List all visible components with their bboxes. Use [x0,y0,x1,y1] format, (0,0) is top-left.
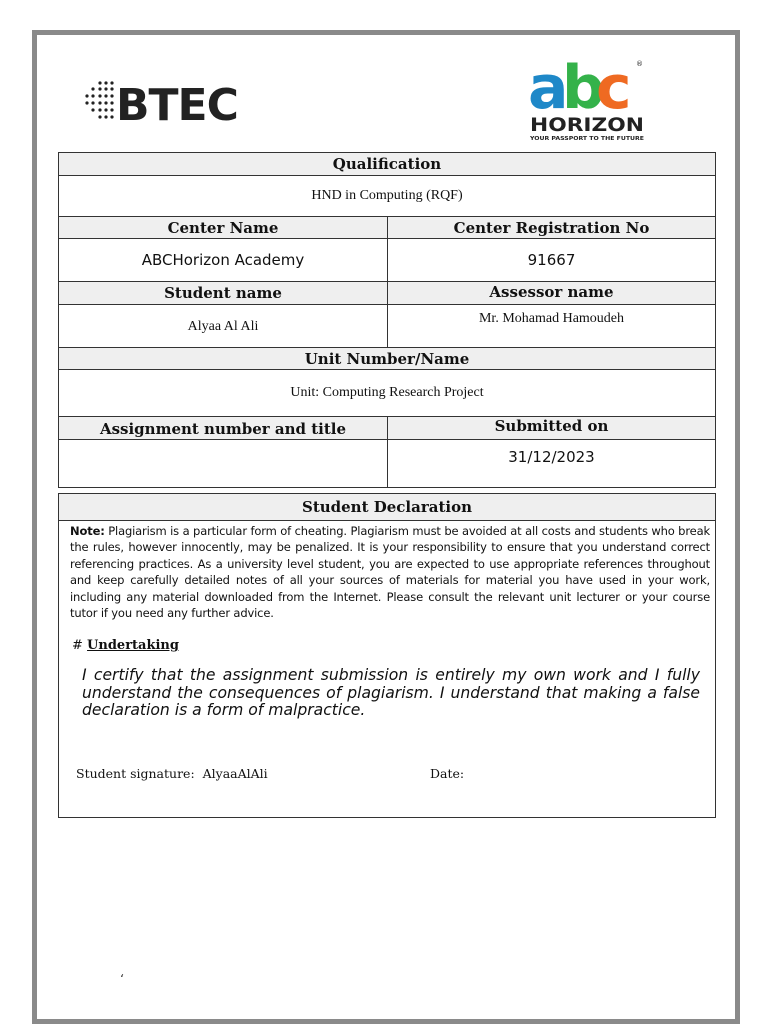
signature-line [76,766,268,781]
undertaking-prefix: # [72,638,83,653]
unit-header: Unit Number/Name [58,347,716,370]
center-registration-value: 91667 [387,238,716,282]
footer-mark: ‘ [120,972,124,986]
center-registration-header: Center Registration No [387,216,716,239]
qualification-header: Qualification [58,152,716,176]
qualification-value: HND in Computing (RQF) [58,175,716,217]
declaration-title: Student Declaration [58,493,716,521]
submitted-header: Submitted on [387,416,716,440]
center-name-value: ABCHorizon Academy [58,238,388,282]
student-name-header: Student name [58,281,388,305]
signature-value: AlyaaAlAli [202,766,268,781]
note-text: Plagiarism is a particular form of cheating. Plagiarism must be avoided at all costs and students who break the rules, however innocently, may be penalized. It is your responsibility to ensure that you understand correct referencing practices. As a university level student, you are expected to use appropriate references throughout and keep carefully detailed notes of all your sources of materials for material you have used in your work, including any material downloaded from the Internet. Please consult the relevant unit lecturer or your course tutor if you need any further advice. [70,524,710,621]
horizon-tagline: YOUR PASSPORT TO THE FUTURE [528,136,645,142]
undertaking-heading [72,638,179,653]
note-label: Note: [70,524,105,538]
submitted-value: 31/12/2023 [387,439,716,488]
certification-statement: I certify that the assignment submission is entirely my own work and I fully understand the consequences of plagiarism. I understand that making a false declaration is a form of malpractice. [82,666,700,720]
center-name-header: Center Name [58,216,388,239]
abc-letter-b: b [562,56,597,123]
assessor-name-value: Mr. Mohamad Hamoudeh [387,304,716,348]
assignment-header: Assignment number and title [58,416,388,440]
abc-letter-c: c [596,56,632,123]
abc-letter-a: a [528,56,561,123]
abc-horizon-logo [528,56,646,144]
signature-label: Student signature: [76,766,195,781]
unit-value: Unit: Computing Research Project [58,369,716,417]
student-name-value: Alyaa Al Ali [58,304,388,348]
btec-logo-text: BTEC [116,80,238,124]
assignment-value [58,439,388,488]
date-label: Date: [430,766,465,781]
btec-logo [84,78,244,124]
horizon-wordmark: HORIZON [530,114,644,136]
undertaking-label: Undertaking [87,638,179,653]
registered-mark: ® [636,60,643,68]
assessor-name-header: Assessor name [387,281,716,305]
plagiarism-note [70,523,710,621]
